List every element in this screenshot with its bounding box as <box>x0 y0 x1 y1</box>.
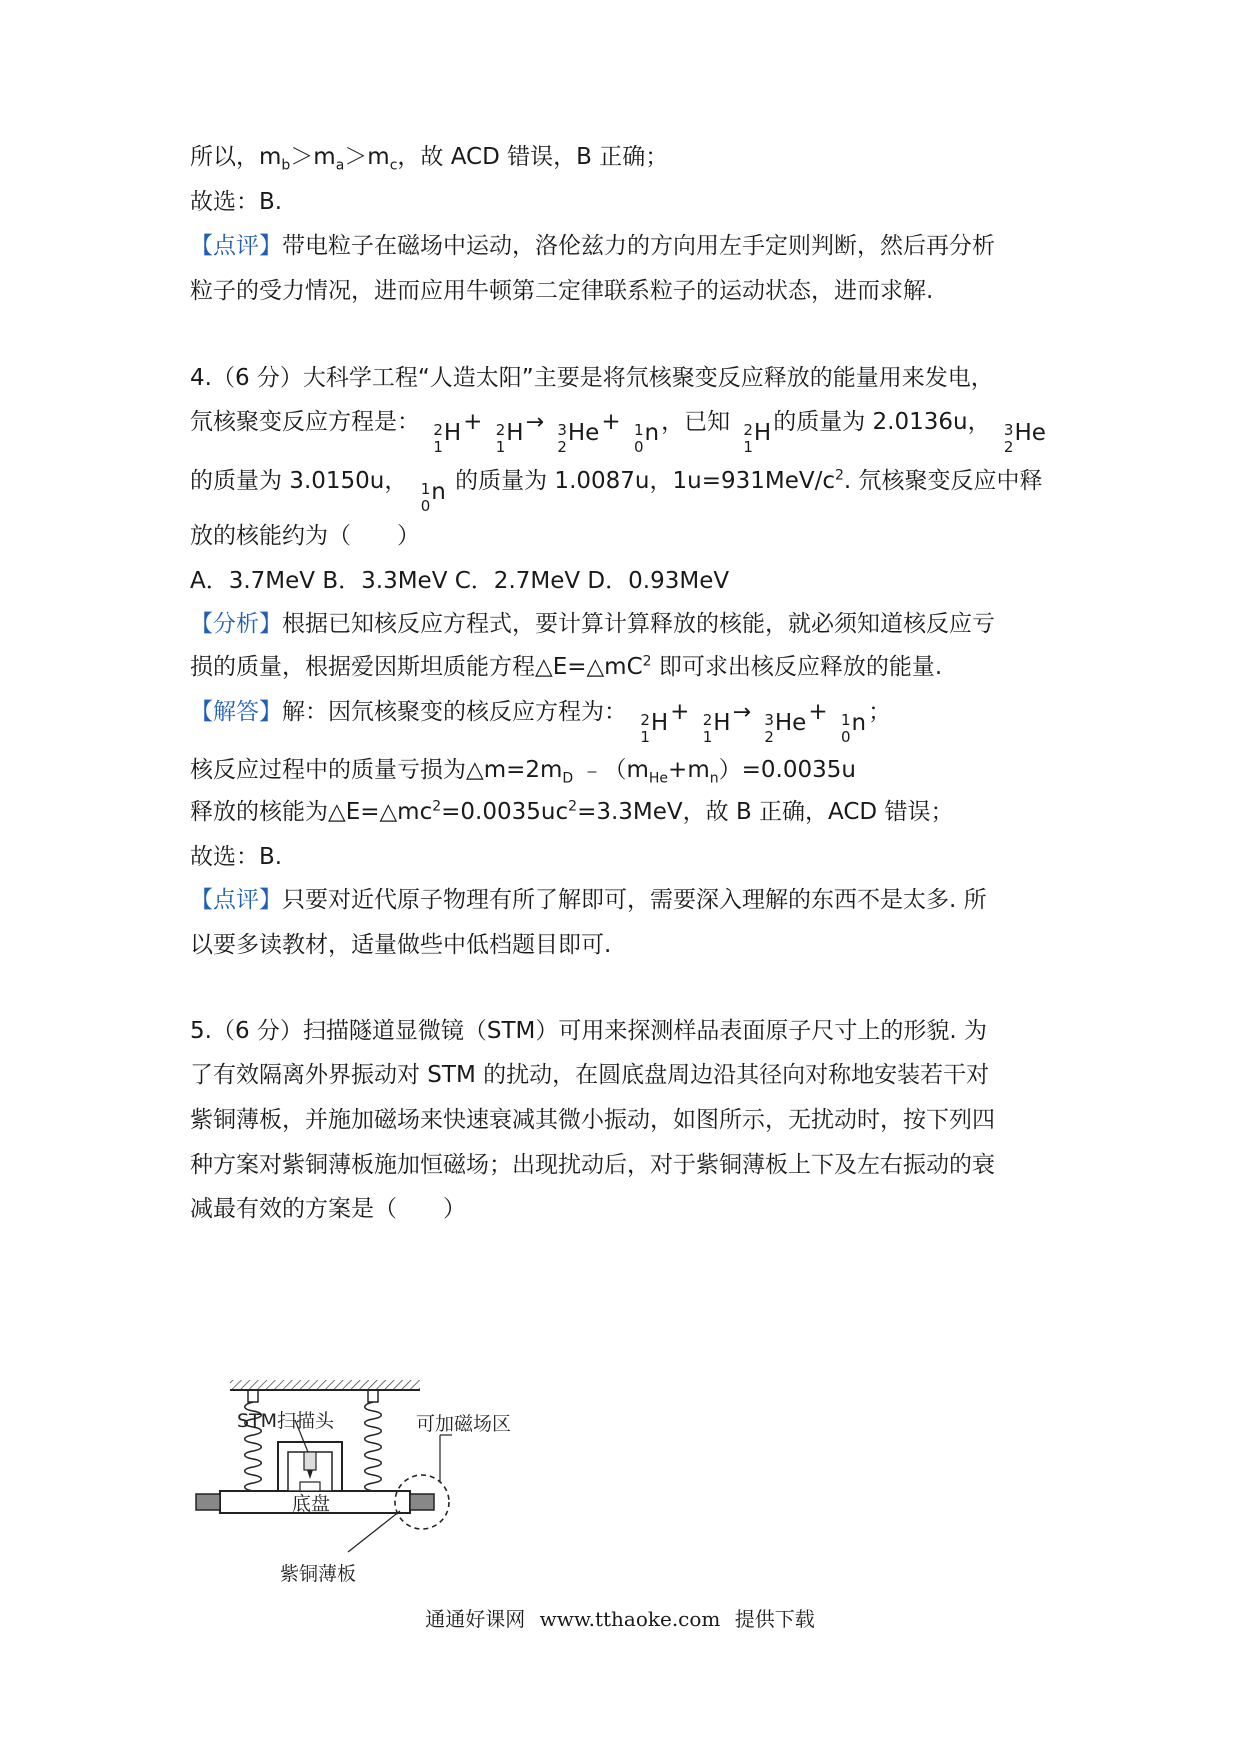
nuclide-He: 3 2 He <box>764 710 807 746</box>
q4-energy: 释放的核能为$\triangle E=\triangle mc^2=0.0035uc^2=3.3MeV$，故 B 正确，ACD 错误； <box>190 798 954 825</box>
q4-comment-line2: 以要多读教材，适量做些中低档题目即可. <box>190 932 612 958</box>
footer-download: 提供下载 <box>734 1607 815 1631</box>
nuclide-n: 1 0 n <box>420 479 446 515</box>
q3-answer: 故选：B. <box>190 189 283 215</box>
solution-tag: 【解答】 <box>190 699 282 725</box>
q4-options: A．3.7MeV B．3.3MeV C．2.7MeV D．0.93MeV <box>190 568 730 594</box>
q4-stem-line3: 的质量为 3.0150u， 1 0 n 的质量为 1.0087u，$1u=931MeV/c^2$. 氘核聚变反应中释 <box>190 467 1043 515</box>
analysis-tag: 【分析】 <box>190 611 282 637</box>
nuclide-He: 3 2 He <box>557 420 600 456</box>
q4-stem-line1: 4.（6 分）大科学工程“人造太阳”主要是将氘核聚变反应释放的能量用来发电， <box>190 365 994 391</box>
q4-comment-line1: 【点评】只要对近代原子物理有所了解即可，需要深入理解的东西不是太多. 所 <box>190 887 987 913</box>
nuclide-n: 1 0 n <box>633 420 660 456</box>
q4-analysis-line2: 损的质量，根据爱因斯坦质能方程$\triangle E=\triangle mC^2$ 即可求出核反应释放的能量. <box>190 653 943 680</box>
q3-comment-line1: 【点评】带电粒子在磁场中运动，洛伦兹力的方向用左手定则判断，然后再分析 <box>190 233 995 259</box>
footer-site-name: 通通好课网 <box>425 1607 526 1631</box>
q5-stem-line1: 5.（6 分）扫描隧道显微镜（STM）可用来探测样品表面原子尺寸上的形貌. 为 <box>190 1018 988 1044</box>
nuclide-H: 2 1 H <box>640 710 669 746</box>
q4-stem-line4: 放的核能约为（ ） <box>190 523 420 549</box>
nuclide-H: 2 1 H <box>495 420 524 456</box>
q3-comment-line2: 粒子的受力情况，进而应用牛顿第二定律联系粒子的运动状态，进而求解. <box>190 278 934 304</box>
ceiling-hatch <box>230 1380 420 1389</box>
q4-analysis-line1: 【分析】根据已知核反应方程式，要计算计算释放的核能，就必须知道核反应亏 <box>190 611 995 637</box>
copper-plate-label: 紫铜薄板 <box>280 1563 357 1585</box>
stm-figure <box>190 1380 530 1595</box>
q5-stem-line2: 了有效隔离外界振动对 STM 的扰动，在圆底盘周边沿其径向对称地安装若干对 <box>190 1062 990 1088</box>
nuclide-He: 3 2 He <box>1003 420 1046 456</box>
nuclide-H: 2 1 H <box>433 420 462 456</box>
comment-tag: 【点评】 <box>190 887 282 913</box>
q5-stem-line3: 紫铜薄板，并施加磁场来快速衰减其微小振动，如图所示，无扰动时，按下列四 <box>190 1107 995 1133</box>
nuclide-H: 2 1 H <box>743 420 772 456</box>
q5-stem-line5: 减最有效的方案是（ ） <box>190 1196 466 1222</box>
field-region-label: 可加磁场区 <box>416 1413 512 1435</box>
q4-solution-line1: 【解答】解：因氘核聚变的核反应方程为： 2 1 H + 2 1 H → 3 2 He + 1 0 n ； <box>190 699 892 746</box>
q4-mass-defect: 核反应过程中的质量亏损为$\triangle m=2m_D$ $﹣(m_{He}+m_n)=0.0035u$ <box>190 757 856 787</box>
right-spring <box>365 1402 382 1491</box>
nuclide-H: 2 1 H <box>702 710 731 746</box>
comment-tag: 【点评】 <box>190 233 282 259</box>
copper-plate-right <box>410 1494 434 1510</box>
footer-url[interactable]: www.tthaoke.com <box>539 1607 721 1631</box>
base-label: 底盘 <box>292 1493 331 1515</box>
page-footer <box>0 1603 1240 1632</box>
copper-plate-left <box>196 1494 220 1510</box>
q5-stem-line4: 种方案对紫铜薄板施加恒磁场；出现扰动后，对于紫铜薄板上下及左右振动的衰 <box>190 1152 995 1178</box>
q3-conclusion: 所以，$m_b>m_a>m_c$，故 ACD 错误，B 正确； <box>190 144 669 174</box>
q4-stem-line2: 氘核聚变反应方程是： 2 1 H + 2 1 H → 3 2 He + 1 0 n ，已知 2 1 H 的质量为 2.0136u， 3 2 He <box>190 409 1046 456</box>
stm-head-label: STM扫描头 <box>237 1410 335 1432</box>
q4-answer: 故选：B. <box>190 844 283 870</box>
nuclide-n: 1 0 n <box>840 710 867 746</box>
